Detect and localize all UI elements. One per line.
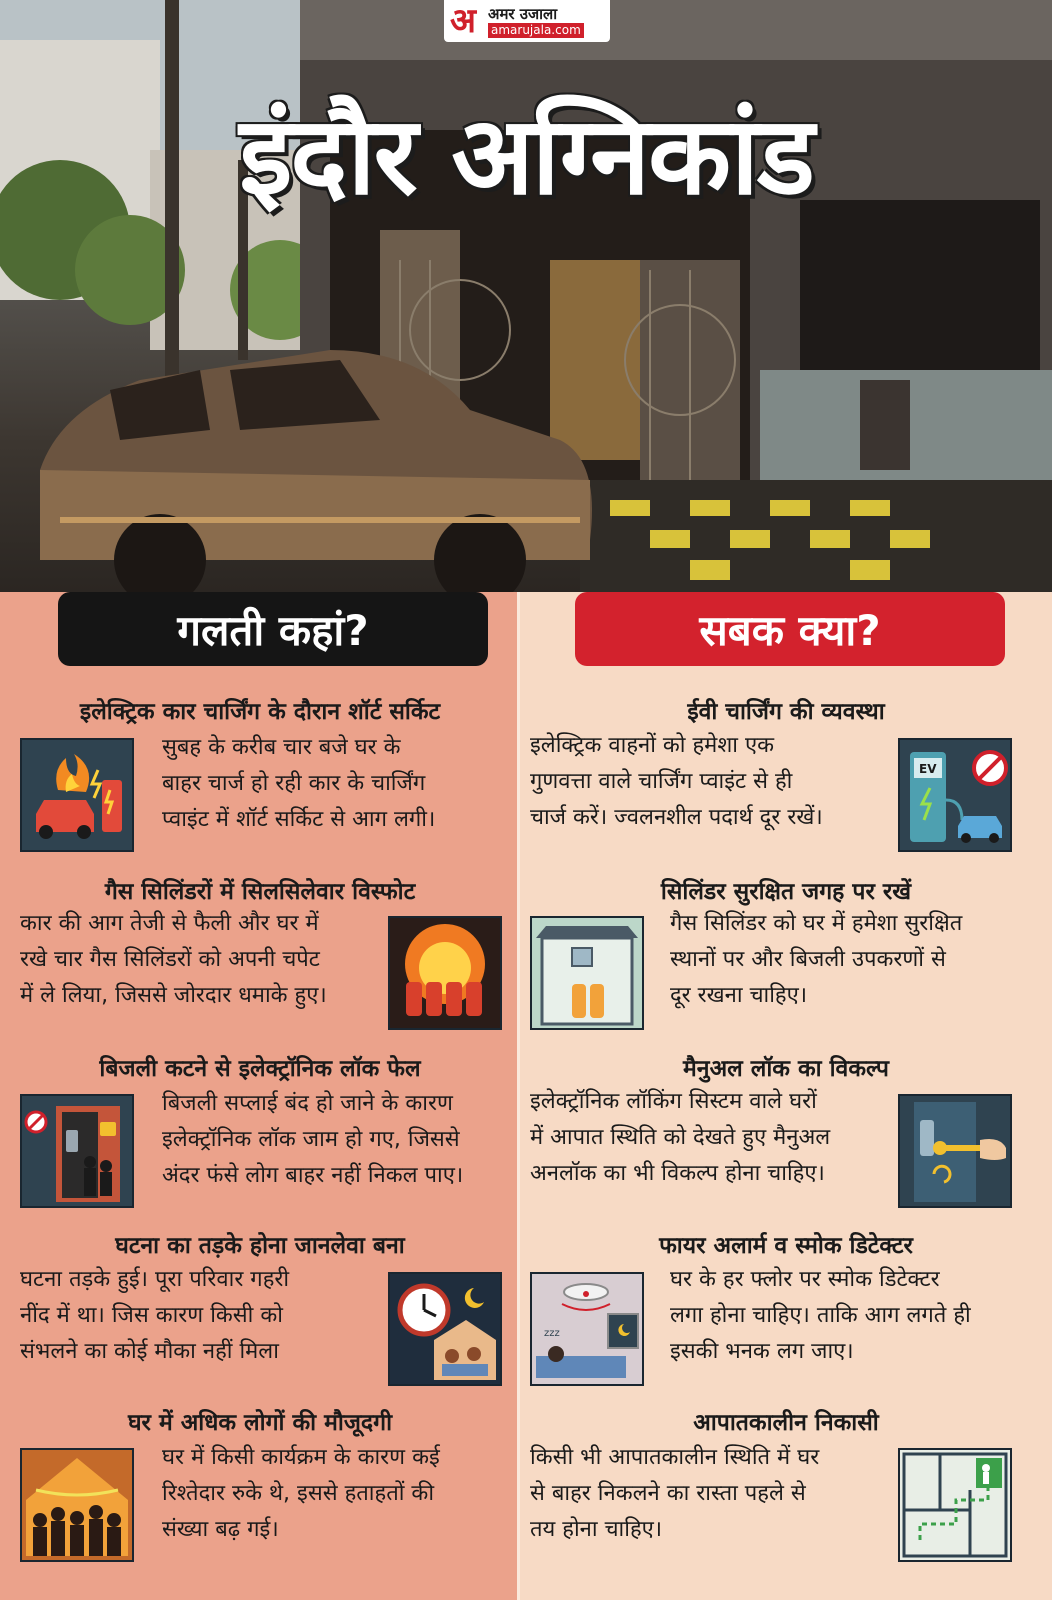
lessons-heading: सबक क्या?	[575, 592, 1005, 666]
mistake-2-text: कार की आग तेजी से फैली और घर में रखे चार गैस सिलिंडरों को अपनी चपेट में ले लिया, जिससे जोरदार धमाके हुए।	[20, 911, 327, 1008]
mistake-5-text: घर में किसी कार्यक्रम के कारण कई रिश्तेदार रुके थे, इससे हताहतों की संख्या बढ़ गई।	[162, 1445, 440, 1542]
lesson-5-text: किसी भी आपातकालीन स्थिति में घर से बाहर निकलने का रास्ता पहले से तय होना चाहिए।	[530, 1445, 820, 1542]
mistake-3-text: बिजली सप्लाई बंद हो जाने के कारण इलेक्ट्रॉनिक लॉक जाम हो गए, जिससे अंदर फंसे लोग बाहर नहीं निकल पाए।	[162, 1091, 464, 1188]
lesson-2-title: सिलिंडर सुरक्षित जगह पर रखें	[660, 879, 912, 905]
ev-charging-station-icon	[898, 738, 1012, 852]
ev-label: EV	[919, 762, 937, 776]
cylinder-shed-icon	[530, 916, 644, 1030]
headline: इंदौर अग्निकांड	[239, 94, 813, 219]
column-divider	[517, 592, 520, 1600]
evacuation-floor-plan-icon	[898, 1448, 1012, 1562]
lesson-4-text: घर के हर फ्लोर पर स्मोक डिटेक्टर लगा होना चाहिए। ताकि आग लगते ही इसकी भनक लग जाए।	[670, 1267, 971, 1364]
brand-mark: अ	[450, 1, 476, 41]
brand-name: अमर उजाला	[488, 4, 558, 23]
brand-logo	[444, 0, 610, 42]
crowded-house-icon	[20, 1448, 134, 1562]
lesson-1-text: इलेक्ट्रिक वाहनों को हमेशा एक गुणवत्ता वाले चार्जिंग प्वाइंट से ही चार्ज करें। ज्वलनशील पदार्थ दूर रखें।	[530, 733, 823, 830]
mistake-4-text: घटना तड़के हुई। पूरा परिवार गहरी नींद में था। जिस कारण किसी को संभलने का कोई मौका नहीं मिला	[20, 1267, 290, 1364]
clock-sleeping-family-icon	[388, 1272, 502, 1386]
mistakes-heading: गलती कहां?	[58, 592, 488, 666]
cylinder-explosion-icon	[388, 916, 502, 1030]
smoke-detector-icon	[530, 1272, 644, 1386]
burning-car-charger-icon	[20, 738, 134, 852]
mistake-2-title: गैस सिलिंडरों में सिलसिलेवार विस्फोट	[104, 879, 416, 905]
lesson-5-title: आपातकालीन निकासी	[693, 1410, 879, 1436]
lesson-4-title: फायर अलार्म व स्मोक डिटेक्टर	[659, 1233, 913, 1259]
lesson-3-text: इलेक्ट्रॉनिक लॉकिंग सिस्टम वाले घरों में आपात स्थिति को देखते हुए मैनुअल अनलॉक का भी विकल्प होना चाहिए।	[530, 1089, 831, 1186]
mistake-3-title: बिजली कटने से इलेक्ट्रॉनिक लॉक फेल	[99, 1056, 421, 1082]
brand-url: amarujala.com	[488, 23, 584, 38]
mistake-1-title: इलेक्ट्रिक कार चार्जिंग के दौरान शॉर्ट सर्किट	[79, 699, 441, 725]
locked-door-icon	[20, 1094, 134, 1208]
sleep-label: zzz	[544, 1328, 560, 1339]
manual-key-lock-icon	[898, 1094, 1012, 1208]
mistake-5-title: घर में अधिक लोगों की मौजूदगी	[127, 1410, 393, 1436]
mistake-4-title: घटना का तड़के होना जानलेवा बना	[115, 1233, 405, 1259]
lesson-1-title: ईवी चार्जिंग की व्यवस्था	[687, 699, 885, 725]
hero-photo	[0, 0, 1052, 592]
mistake-1-text: सुबह के करीब चार बजे घर के बाहर चार्ज हो रही कार के चार्जिंग प्वाइंट में शॉर्ट सर्किट से आग लगी।	[162, 735, 436, 832]
lesson-2-text: गैस सिलिंडर को घर में हमेशा सुरक्षित स्थानों पर और बिजली उपकरणों से दूर रखना चाहिए।	[670, 911, 963, 1008]
lesson-3-title: मैनुअल लॉक का विकल्प	[683, 1056, 889, 1082]
